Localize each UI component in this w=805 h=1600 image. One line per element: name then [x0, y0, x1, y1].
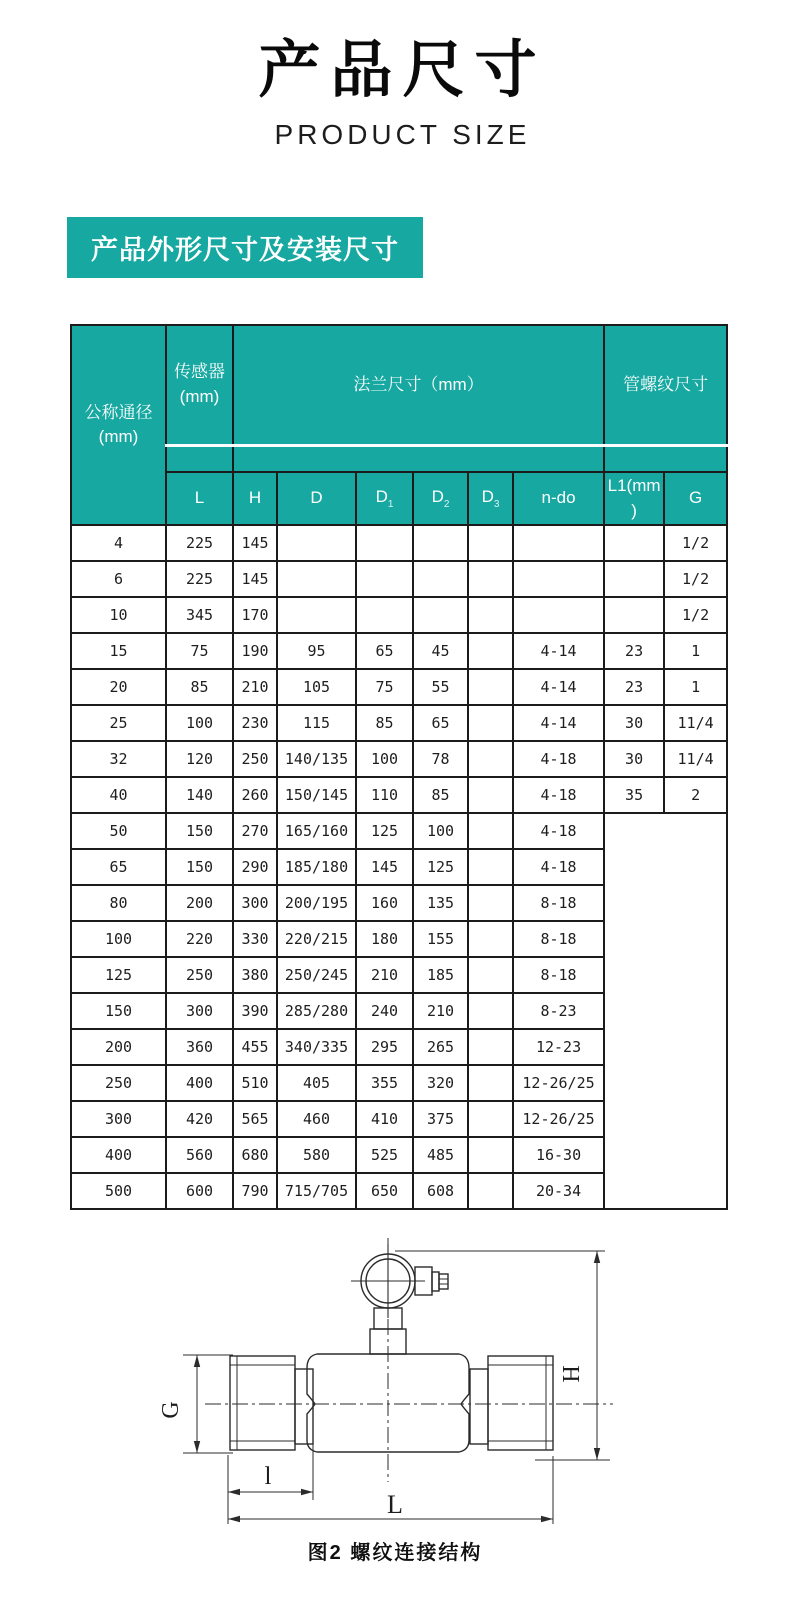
table-cell: 790	[233, 1173, 277, 1209]
table-cell	[277, 597, 356, 633]
right-thread-lines	[488, 1356, 553, 1450]
subheader-L1-line1: L1(mm	[607, 476, 661, 495]
table-cell: 150	[166, 813, 233, 849]
header-nominal-line1: 公称通径	[84, 402, 153, 422]
table-cell: 220	[166, 921, 233, 957]
table-cell	[513, 525, 604, 561]
table-cell: 4-14	[513, 705, 604, 741]
subheader-D1-sub: 1	[387, 498, 394, 510]
table-cell	[468, 705, 513, 741]
table-cell: 608	[413, 1173, 468, 1209]
table-cell: 455	[233, 1029, 277, 1065]
table-cell: 15	[71, 633, 166, 669]
table-cell: 145	[233, 525, 277, 561]
table-cell	[277, 525, 356, 561]
table-cell	[468, 1173, 513, 1209]
table-cell	[468, 669, 513, 705]
subheader-L: L	[166, 472, 233, 525]
table-cell	[356, 597, 413, 633]
table-cell: 500	[71, 1173, 166, 1209]
table-cell	[468, 1101, 513, 1137]
connector-neck	[432, 1272, 439, 1291]
table-cell: 45	[413, 633, 468, 669]
table-cell: 4	[71, 525, 166, 561]
table-cell: 360	[166, 1029, 233, 1065]
display-crosshair	[351, 1244, 425, 1318]
table-cell	[413, 597, 468, 633]
table-cell: 185/180	[277, 849, 356, 885]
table-cell: 460	[277, 1101, 356, 1137]
table-cell: 150	[166, 849, 233, 885]
table-row	[71, 741, 727, 777]
spacer-cell	[166, 446, 233, 473]
table-cell: 12-26/25	[513, 1101, 604, 1137]
table-cell: 565	[233, 1101, 277, 1137]
table-row	[71, 813, 727, 849]
table-cell: 78	[413, 741, 468, 777]
subheader-D3-sub: 3	[493, 498, 500, 510]
table-body	[71, 525, 727, 1209]
table-cell: 410	[356, 1101, 413, 1137]
header-sensor-line2: (mm)	[179, 387, 220, 406]
table-cell: 12-23	[513, 1029, 604, 1065]
table-cell: 125	[356, 813, 413, 849]
table-cell: 200	[166, 885, 233, 921]
header-pipe-thread-size: 管螺纹尺寸	[604, 325, 727, 446]
table-cell: 420	[166, 1101, 233, 1137]
table-cell: 55	[413, 669, 468, 705]
subheader-L1-line2: )	[631, 500, 637, 520]
dim-label-L: L	[387, 1490, 403, 1520]
table-cell	[413, 561, 468, 597]
table-cell: 40	[71, 777, 166, 813]
table-cell	[604, 525, 664, 561]
subheader-D1-base: D	[375, 487, 388, 507]
page-subtitle: PRODUCT SIZE	[274, 119, 531, 150]
table-cell: 23	[604, 669, 664, 705]
connector-ridges	[439, 1279, 448, 1284]
table-cell: 400	[71, 1137, 166, 1173]
table-cell: 240	[356, 993, 413, 1029]
table-cell: 290	[233, 849, 277, 885]
spacer-cell	[604, 446, 727, 473]
table-cell: 1/2	[664, 561, 727, 597]
table-cell: 210	[356, 957, 413, 993]
page-header	[0, 0, 805, 151]
right-thread	[488, 1356, 553, 1450]
table-cell: 150	[71, 993, 166, 1029]
table-cell	[468, 561, 513, 597]
table-cell: 30	[604, 705, 664, 741]
table-cell: 20-34	[513, 1173, 604, 1209]
table-cell: 300	[233, 885, 277, 921]
header-sensor-line1: 传感器	[174, 362, 225, 382]
table-cell: 355	[356, 1065, 413, 1101]
table-row	[71, 525, 727, 561]
table-cell: 4-14	[513, 633, 604, 669]
spacer-cell	[233, 446, 604, 473]
table-cell	[468, 813, 513, 849]
table-cell: 145	[356, 849, 413, 885]
table-cell: 4-18	[513, 849, 604, 885]
figure-threaded-connection	[65, 1224, 725, 1565]
table-cell: 150/145	[277, 777, 356, 813]
table-cell: 300	[71, 1101, 166, 1137]
table-cell: 600	[166, 1173, 233, 1209]
table-cell: 65	[71, 849, 166, 885]
table-cell	[277, 561, 356, 597]
table-cell: 330	[233, 921, 277, 957]
table-row	[71, 705, 727, 741]
table-cell: 285/280	[277, 993, 356, 1029]
table-cell: 160	[356, 885, 413, 921]
table-cell: 210	[413, 993, 468, 1029]
table-cell: 250	[71, 1065, 166, 1101]
table-cell	[468, 525, 513, 561]
table-cell	[468, 597, 513, 633]
table-cell: 155	[413, 921, 468, 957]
subheader-ndo: n-do	[513, 472, 604, 525]
table-cell: 75	[356, 669, 413, 705]
table-cell: 390	[233, 993, 277, 1029]
table-cell: 220/215	[277, 921, 356, 957]
subheader-G: G	[664, 472, 727, 525]
table-cell: 400	[166, 1065, 233, 1101]
table-cell	[468, 849, 513, 885]
table-cell: 11/4	[664, 741, 727, 777]
table-cell: 32	[71, 741, 166, 777]
table-cell: 560	[166, 1137, 233, 1173]
table-cell: 100	[356, 741, 413, 777]
table-cell: 8-18	[513, 957, 604, 993]
table-cell: 25	[71, 705, 166, 741]
table-row	[71, 633, 727, 669]
table-cell: 485	[413, 1137, 468, 1173]
subheader-D3-base: D	[481, 487, 494, 507]
table-cell	[468, 633, 513, 669]
table-cell: 340/335	[277, 1029, 356, 1065]
table-cell: 120	[166, 741, 233, 777]
table-cell: 11/4	[664, 705, 727, 741]
table-subheader-row	[71, 472, 727, 525]
table-row	[71, 669, 727, 705]
header-nominal-line2: (mm)	[98, 427, 139, 447]
table-cell: 190	[233, 633, 277, 669]
table-cell: 375	[413, 1101, 468, 1137]
table-cell: 270	[233, 813, 277, 849]
table-cell	[468, 1065, 513, 1101]
table-cell: 35	[604, 777, 664, 813]
table-cell: 125	[413, 849, 468, 885]
table-cell: 185	[413, 957, 468, 993]
table-cell	[468, 885, 513, 921]
table-cell: 8-18	[513, 885, 604, 921]
table-cell	[413, 525, 468, 561]
table-cell: 4-18	[513, 813, 604, 849]
table-cell: 680	[233, 1137, 277, 1173]
table-row	[71, 597, 727, 633]
table-cell: 300	[166, 993, 233, 1029]
table-cell	[356, 525, 413, 561]
subheader-H: H	[233, 472, 277, 525]
table-cell: 12-26/25	[513, 1065, 604, 1101]
table-cell: 525	[356, 1137, 413, 1173]
table-cell: 20	[71, 669, 166, 705]
table-cell: 75	[166, 633, 233, 669]
table-cell: 135	[413, 885, 468, 921]
table-cell: 85	[413, 777, 468, 813]
table-cell: 95	[277, 633, 356, 669]
table-cell: 1	[664, 669, 727, 705]
table-cell: 200/195	[277, 885, 356, 921]
table-cell	[468, 957, 513, 993]
table-cell: 8-23	[513, 993, 604, 1029]
table-row	[71, 777, 727, 813]
table-cell: 580	[277, 1137, 356, 1173]
header-sensor	[166, 325, 233, 446]
table-cell: 260	[233, 777, 277, 813]
table-cell: 250	[166, 957, 233, 993]
right-neck	[470, 1369, 488, 1444]
table-cell: 145	[233, 561, 277, 597]
table-cell: 250/245	[277, 957, 356, 993]
left-neck	[295, 1369, 313, 1444]
table-cell: 100	[166, 705, 233, 741]
table-cell: 225	[166, 525, 233, 561]
table-cell: 85	[356, 705, 413, 741]
table-cell	[468, 993, 513, 1029]
connector-bolt	[439, 1274, 448, 1289]
table-cell: 510	[233, 1065, 277, 1101]
table-cell: 30	[604, 741, 664, 777]
table-cell: 6	[71, 561, 166, 597]
table-cell: 265	[413, 1029, 468, 1065]
table-cell: 210	[233, 669, 277, 705]
table-cell	[513, 597, 604, 633]
table-cell: 2	[664, 777, 727, 813]
table-cell	[604, 561, 664, 597]
table-cell: 4-14	[513, 669, 604, 705]
left-thread-lines	[230, 1356, 295, 1450]
table-cell	[513, 561, 604, 597]
table-cell: 320	[413, 1065, 468, 1101]
subheader-D1	[356, 472, 413, 525]
left-thread	[230, 1356, 295, 1450]
table-cell: 23	[604, 633, 664, 669]
table-cell: 4-18	[513, 741, 604, 777]
header-nominal-diameter	[71, 325, 166, 525]
section-banner: 产品外形尺寸及安装尺寸	[67, 217, 423, 278]
dimensions-table	[70, 324, 728, 1210]
table-cell: 10	[71, 597, 166, 633]
table-cell: 1/2	[664, 525, 727, 561]
table-cell	[468, 921, 513, 957]
table-row	[71, 561, 727, 597]
table-cell: 1	[664, 633, 727, 669]
figure-caption: 图2 螺纹连接结构	[307, 1542, 483, 1565]
subheader-L1	[604, 472, 664, 525]
table-cell: 100	[413, 813, 468, 849]
table-cell: 105	[277, 669, 356, 705]
dim-label-G: G	[158, 1401, 184, 1419]
subheader-D: D	[277, 472, 356, 525]
table-group-header-row	[71, 325, 727, 446]
dim-label-H: H	[559, 1365, 585, 1383]
subheader-D2	[413, 472, 468, 525]
table-cell: 85	[166, 669, 233, 705]
table-cell: 405	[277, 1065, 356, 1101]
table-cell	[468, 1029, 513, 1065]
table-cell	[604, 597, 664, 633]
table-cell	[356, 561, 413, 597]
table-cell: 4-18	[513, 777, 604, 813]
subheader-D2-base: D	[431, 487, 444, 507]
dim-label-l: l	[264, 1463, 272, 1491]
table-cell: 115	[277, 705, 356, 741]
table-cell: 80	[71, 885, 166, 921]
table-cell: 100	[71, 921, 166, 957]
table-cell: 165/160	[277, 813, 356, 849]
table-cell: 110	[356, 777, 413, 813]
table-cell	[468, 741, 513, 777]
table-cell	[468, 777, 513, 813]
figure-diagram	[65, 1224, 725, 1536]
subheader-D2-sub: 2	[443, 498, 450, 510]
table-cell: 380	[233, 957, 277, 993]
subheader-D3	[468, 472, 513, 525]
table-cell: 65	[356, 633, 413, 669]
table-cell	[468, 1137, 513, 1173]
table-spacer-row	[71, 446, 727, 473]
table-cell: 16-30	[513, 1137, 604, 1173]
table-cell: 125	[71, 957, 166, 993]
table-cell: 345	[166, 597, 233, 633]
table-cell	[604, 813, 727, 1209]
table-cell: 650	[356, 1173, 413, 1209]
table-cell: 140/135	[277, 741, 356, 777]
header-flange-size: 法兰尺寸（mm）	[233, 325, 604, 446]
table-cell: 180	[356, 921, 413, 957]
table-cell: 50	[71, 813, 166, 849]
table-cell: 295	[356, 1029, 413, 1065]
page-title: 产品尺寸	[258, 36, 547, 105]
table-cell: 200	[71, 1029, 166, 1065]
table-cell: 140	[166, 777, 233, 813]
table-cell: 230	[233, 705, 277, 741]
table-cell: 1/2	[664, 597, 727, 633]
table-cell: 8-18	[513, 921, 604, 957]
table-cell: 65	[413, 705, 468, 741]
table-cell: 225	[166, 561, 233, 597]
table-cell: 715/705	[277, 1173, 356, 1209]
table-cell: 250	[233, 741, 277, 777]
table-cell: 170	[233, 597, 277, 633]
